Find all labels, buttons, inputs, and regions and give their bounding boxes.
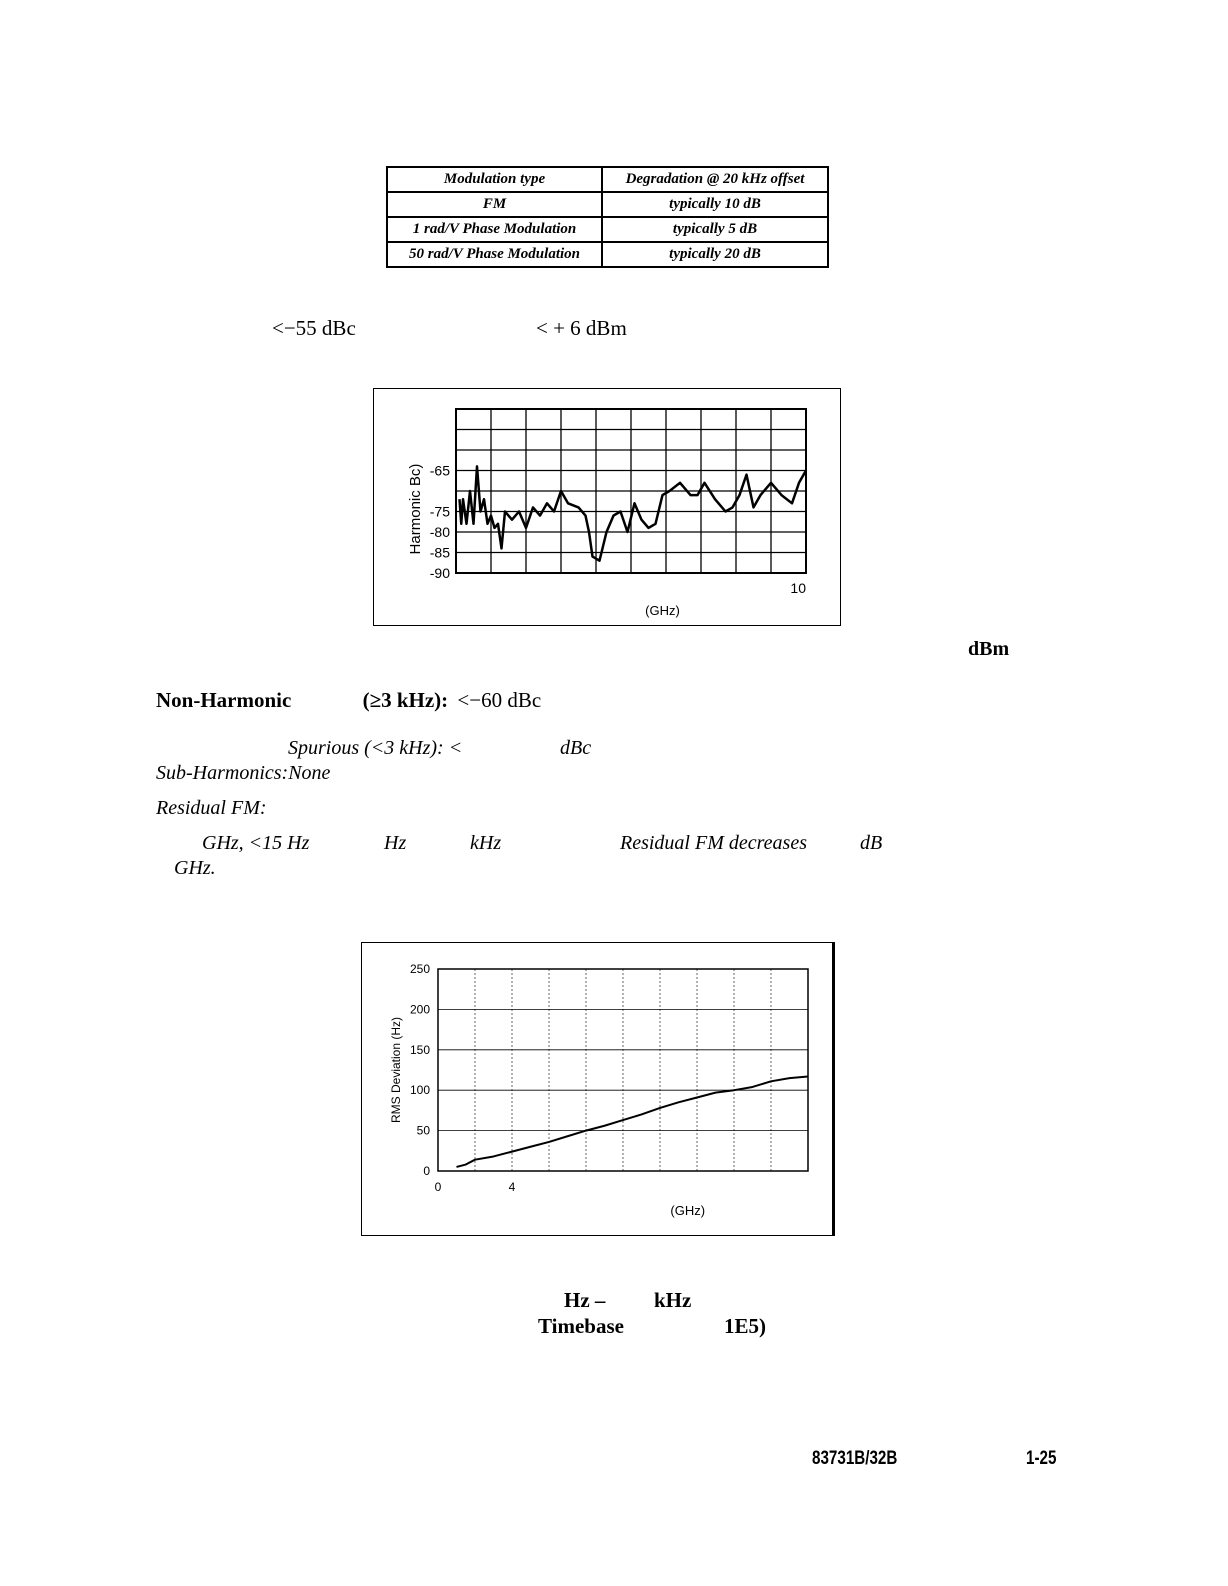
harmonics-chart-svg [374,389,840,625]
residual-fm-khz: kHz [470,832,502,854]
footer-page-number: 1-25 [1026,1448,1057,1469]
bottom-timebase: Timebase [538,1314,624,1338]
table-cell: typically 10 dB [602,192,828,217]
bottom-ie5: 1E5) [724,1314,766,1338]
power-spec-value: < + 6 dBm [536,316,627,340]
y-tick-label: 200 [409,1002,430,1017]
harmonics-chart [373,388,841,626]
table-cell: 50 rad/V Phase Modulation [387,242,602,267]
residual-fm-db: dB [860,832,883,854]
y-tick-label: -65 [429,462,450,479]
sub-harmonics: Sub-Harmonics:None [156,762,331,784]
y-tick-label: 50 [416,1123,430,1138]
series-line [460,466,807,560]
residual-fm-chart-svg [362,943,832,1235]
residual-fm-ghz: GHz, <15 Hz [202,832,310,854]
x-tick-label: 10 [790,580,806,596]
y-tick-label: -75 [429,503,450,520]
x-axis-label: (GHz) [670,1203,706,1218]
non-harmonic-line [156,688,541,713]
residual-fm-line2: GHz. [174,857,216,879]
table-header-cell: Modulation type [387,167,602,192]
non-harmonic-label: Non-Harmonic [156,688,292,712]
table-row [387,192,828,217]
modulation-table [386,166,829,268]
residual-fm-heading: Residual FM: [156,797,267,819]
harmonics-spec-value: <−55 dBc [272,316,356,340]
table-row [387,217,828,242]
y-axis-label: RMS Deviation (Hz) [389,1016,403,1124]
spurious-label: Spurious (<3 kHz): < [288,737,463,759]
y-tick-label: 0 [423,1164,430,1178]
table-header-cell: Degradation @ 20 kHz offset [602,167,828,192]
non-harmonic-condition: (≥3 kHz): [362,688,449,712]
dbm-fragment: dBm [968,638,1010,660]
x-tick-label: 0 [434,1180,442,1194]
y-tick-label: -80 [429,524,450,540]
y-tick-label: 150 [409,1042,430,1057]
non-harmonic-value: <−60 dBc [457,688,542,712]
x-axis-label: (GHz) [645,603,680,618]
table-cell: FM [387,192,602,217]
footer-model: 83731B/32B [812,1448,898,1469]
x-tick-label: 4 [508,1180,516,1194]
table-cell: typically 20 dB [602,242,828,267]
residual-fm-chart [361,942,835,1236]
table-row [387,242,828,267]
table-header-row [387,167,828,192]
y-axis-label: Harmonic Bc) [407,463,424,555]
y-tick-label: -90 [429,565,450,581]
table-cell: typically 5 dB [602,217,828,242]
residual-fm-decreases: Residual FM decreases [620,832,807,854]
y-tick-label: -85 [429,544,450,561]
bottom-khz: kHz [654,1288,692,1312]
y-tick-label: 250 [409,962,430,976]
table-cell: 1 rad/V Phase Modulation [387,217,602,242]
y-tick-label: 100 [409,1083,430,1098]
spurious-unit: dBc [560,737,592,759]
bottom-hz-dash: Hz – [564,1288,606,1312]
residual-fm-hz: Hz [384,832,407,854]
